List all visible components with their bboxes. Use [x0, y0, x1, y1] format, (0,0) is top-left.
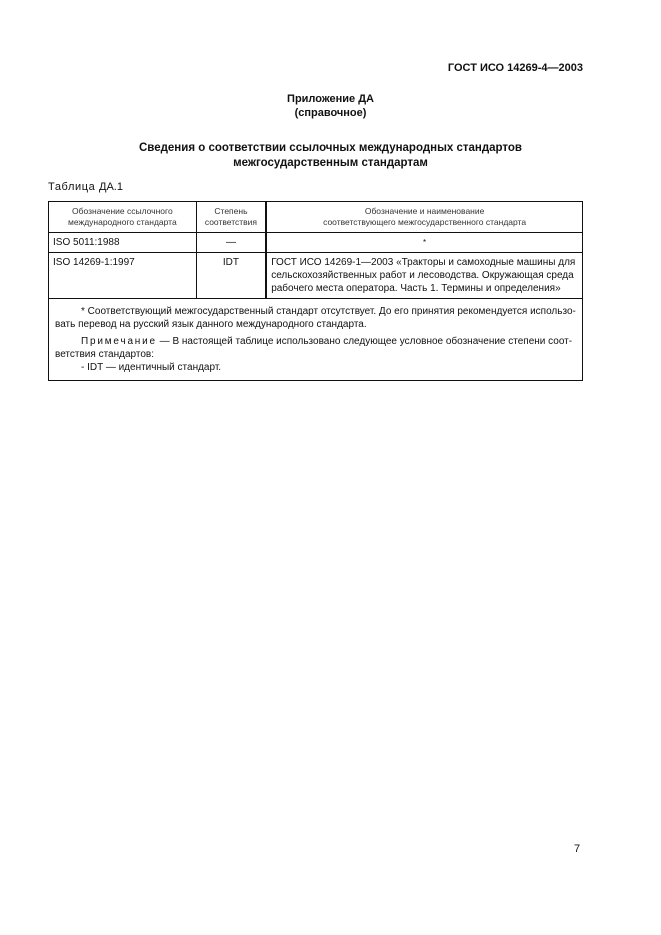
cell-degree: IDT	[196, 253, 266, 299]
note-label: Примечание	[81, 336, 157, 347]
cell-national-standard: ГОСТ ИСО 14269-1—2003 «Тракторы и самоходные машины для сельскохозяйственных работ и лесоводства. Окружающая среда рабочего места оператора. Часть 1. Термины и определения»	[266, 253, 582, 299]
appendix-title: Приложение ДА	[287, 93, 374, 105]
table-row	[49, 253, 583, 299]
section-title-line1: Сведения о соответствии ссылочных международных стандартов	[138, 142, 522, 154]
standards-table	[48, 201, 583, 381]
cell-international-standard: ISO 14269-1:1997	[49, 253, 197, 299]
cell-degree: —	[196, 233, 266, 253]
footnote: * Соответствующий межгосударственный стандарт отсутствует. До его принятия рекомендуется использо- вать перевод на русский язык данного международного стандарта.	[55, 306, 576, 330]
section-title-line2: межгосударственным стандартам	[233, 157, 428, 169]
section-heading	[0, 141, 661, 171]
table-caption	[48, 181, 123, 193]
document-code: ГОСТ ИСО 14269-4—2003	[447, 62, 583, 74]
note-text: В настоящей таблице использовано следующее условное обозначение степени соот-	[172, 336, 573, 347]
note-text-continued: ветствия стандартов:	[55, 349, 154, 360]
appendix-heading	[0, 92, 661, 120]
table-caption-label: Таблица	[48, 181, 96, 193]
header-degree: Степень соответствия	[196, 202, 266, 233]
page-number: 7	[574, 843, 581, 855]
table-header-row	[49, 202, 583, 233]
cell-international-standard: ISO 5011:1988	[49, 233, 197, 253]
table-row	[49, 233, 583, 253]
note-list-item: - IDT — идентичный стандарт.	[81, 362, 222, 373]
appendix-subtitle: (справочное)	[294, 107, 367, 119]
table-notes	[49, 299, 583, 381]
note: Примечание — В настоящей таблице использовано следующее условное обозначение степени соот- ветствия стандартов:	[55, 336, 573, 360]
table-caption-number: ДА.1	[99, 181, 123, 193]
table-notes-row	[49, 299, 583, 381]
header-national-standard: Обозначение и наименование соответствующего межгосударственного стандарта	[266, 202, 582, 233]
cell-national-standard: *	[266, 233, 582, 253]
header-international-standard: Обозначение ссылочного международного стандарта	[49, 202, 197, 233]
